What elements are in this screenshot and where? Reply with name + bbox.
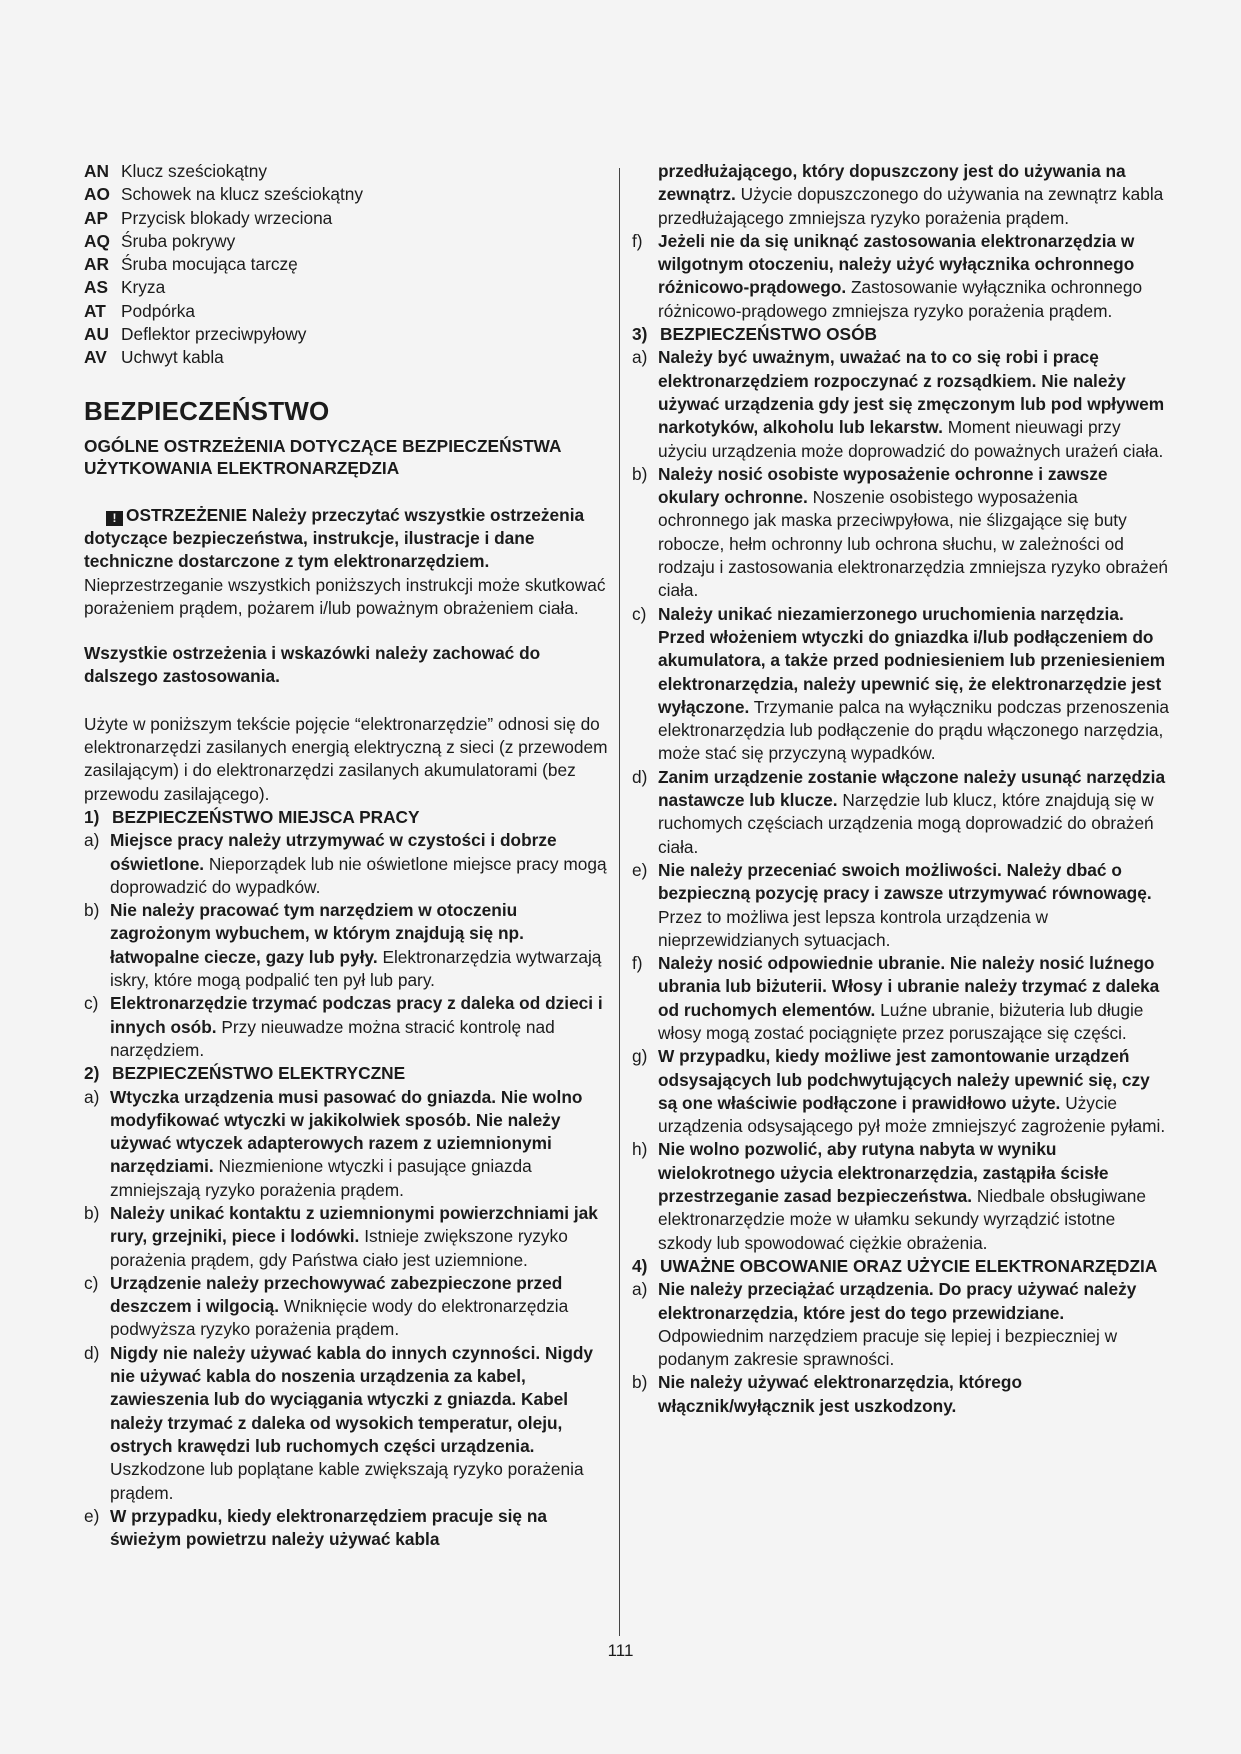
list-item: d) Zanim urządzenie zostanie włączone należy usunąć narzędzia nastawcze lub klucze. Narzędzie lub klucz, które znajdują się w ruchomych częściach urządzenia mogą doprowadzić do obrażeń ciała.	[632, 766, 1166, 857]
list-item: b) Należy unikać kontaktu z uziemnionymi powierzchniami jak rury, grzejniki, piece i lodówki. Istnieje zwiększone ryzyko porażenia prądem, gdy Państwa ciało jest uziemnione.	[84, 1202, 598, 1270]
list-item: f) Należy nosić odpowiednie ubranie. Nie należy nosić luźnego ubrania lub biżuterii. Włosy i ubranie należy trzymać z daleka od ruchomych elementów. Luźne ubranie, biżuteria lub długie włosy mogą zostać pociągnięte przez poruszające się części.	[632, 953, 1160, 1043]
section-title: 2) BEZPIECZEŃSTWO ELEKTRYCZNE	[84, 1063, 406, 1084]
keep-note: Wszystkie ostrzeżenia i wskazówki należy zachować do dalszego zastosowania.	[84, 643, 541, 687]
list-item: d) Nigdy nie należy używać kabla do innych czynności. Nigdy nie używać kabla do noszenia urządzenia za kabel, zawieszenia lub do wyciągania wtyczki z gniazda. Kabel należy trzymać z daleka od wysokich temperatur, oleju, ostrych krawędzi lub ruchomych części urządzenia. Uszkodzone lub poplątane kable zwiększają ryzyko porażenia prądem.	[84, 1342, 594, 1503]
list-item: a) Należy być uważnym, uważać na to co się robi i pracę elektronarzędziem rozpoczynać z rozsądkiem. Nie należy używać urządzenia gdy jest się zmęczonym lub pod wpływem narkotyków, alkoholu lub lekarstw. Moment nieuwagi przy użyciu urządzenia może doprowadzić do poważnych urażeń ciała.	[632, 347, 1165, 461]
part-entry	[84, 253, 612, 276]
part-label: Śruba mocująca tarczę	[121, 254, 298, 275]
part-code: AP	[84, 207, 109, 228]
list-item: c) Należy unikać niezamierzonego uruchomienia narzędzia. Przed włożeniem wtyczki do gniazdka i/lub podłączeniem do akumulatora, a także przed podniesieniem lub przeniesieniem elektronarzędzia, należy upewnić się, że elektronarzędzie jest wyłączone. Trzymanie palca na wyłączniku podczas przenoszenia elektronarzędzia lub podłączenie do prądu włączonego narzędzia, może stać się przyczyną wypadków.	[632, 603, 1170, 764]
part-label: Uchwyt kabla	[121, 347, 224, 368]
list-item: a) Nie należy przeciążać urządzenia. Do pracy używać należy elektronarzędzia, które jest do tego przewidziane. Odpowiednim narzędziem pracuje się lepiej i bezpieczniej w podanym zakresie sprawności.	[632, 1279, 1137, 1370]
part-entry	[84, 230, 612, 253]
part-entry	[84, 300, 612, 323]
part-code: AN	[84, 161, 109, 181]
list-item: b) Nie należy pracować tym narzędziem w otoczeniu zagrożonym wybuchem, w którym znajdują się np. łatwopalne ciecze, gazy lub pyły. Elektronarzędzia wytwarzają iskry, które mogą podpalić ten pył lub pary.	[84, 900, 602, 991]
list-item: e) W przypadku, kiedy elektronarzędziem pracuje się na świeżym powietrzu należy używać kabla	[84, 1505, 547, 1550]
part-entry	[84, 276, 612, 299]
left-column	[84, 160, 612, 1551]
part-code: AV	[84, 347, 107, 368]
part-code: AQ	[84, 230, 110, 251]
list-item: a) Miejsce pracy należy utrzymywać w czystości i dobrze oświetlone. Nieporządek lub nie oświetlone miejsce pracy mogą doprowadzić do wypadków.	[84, 830, 607, 897]
part-entry	[84, 160, 612, 183]
part-code: AS	[84, 277, 109, 298]
part-entry	[84, 183, 612, 206]
part-code: AU	[84, 324, 109, 345]
column-divider	[619, 168, 620, 1636]
part-code: AR	[84, 254, 109, 275]
part-entry	[84, 323, 612, 346]
list-item: b) Nie należy używać elektronarzędzia, którego włącznik/wyłącznik jest uszkodzony.	[632, 1372, 1022, 1416]
part-label: Deflektor przeciwpyłowy	[121, 324, 307, 345]
list-item: b) Należy nosić osobiste wyposażenie ochronne i zawsze okulary ochronne. Noszenie osobistego wyposażenia ochronnego jak maska przeciwpyłowa, nie ślizgające się buty robocze, hełm ochronny lub ochrona słuchu, w zależności od rodzaju i zastosowania elektronarzędzia zmniejsza ryzyko obrażeń ciała.	[632, 463, 1169, 601]
page-number: 111	[607, 1641, 634, 1660]
continued-item: przedłużającego, który dopuszczony jest do używania na zewnątrz. Użycie dopuszczonego do używania na zewnątrz kabla przedłużającego zmniejsza ryzyko porażenia prądem.	[658, 161, 1164, 228]
part-code: AT	[84, 300, 106, 321]
part-label: Kryza	[121, 277, 166, 298]
list-item: h) Nie wolno pozwolić, aby rutyna nabyta w wyniku wielokrotnego użycia elektronarzędzia, zastąpiła ścisłe przestrzeganie zasad bezpieczeństwa. Niedbale obsługiwane elektronarzędzie może w ułamku sekundy wyrządzić istotne szkody lub spowodować ciężkie obrażenia.	[632, 1139, 1146, 1253]
part-code: AO	[84, 184, 110, 205]
list-item: a) Wtyczka urządzenia musi pasować do gniazda. Nie wolno modyfikować wtyczki w jakikolwiek sposób. Nie należy używać wtyczek adapterowych razem z uziemnionymi narzędziami. Niezmienione wtyczki i pasujące gniazda zmniejszają ryzyko porażenia prądem.	[84, 1086, 583, 1200]
intro-paragraph: Użyte w poniższym tekście pojęcie “elektronarzędzie” odnosi się do elektronarzędzi zasilanych energią elektryczną z sieci (z przewodem zasilającym) i do elektronarzędzi zasilanych akumulatorami (bez przewodu zasilającego).	[84, 713, 608, 804]
warning-paragraph	[84, 504, 612, 620]
part-label: Schowek na klucz sześciokątny	[121, 184, 364, 205]
section-heading: BEZPIECZEŃSTWO	[84, 395, 330, 426]
section-title: 3) BEZPIECZEŃSTWO OSÓB	[632, 324, 877, 345]
warning-bold-text: Należy przeczytać wszystkie ostrzeżenia dotyczące bezpieczeństwa, instrukcje, ilustracje i dane techniczne dostarczone z tym elektronarzędziem.	[84, 504, 585, 572]
section-subheading: OGÓLNE OSTRZEŻENIA DOTYCZĄCE BEZPIECZEŃSTWA UŻYTKOWANIA ELEKTRONARZĘDZIA	[84, 435, 561, 479]
warning-triangle-icon: !	[106, 511, 123, 526]
part-label: Podpórka	[121, 300, 195, 321]
section-title: 4) UWAŻNE OBCOWANIE ORAZ UŻYCIE ELEKTRONARZĘDZIA	[632, 1255, 1158, 1276]
list-item: f) Jeżeli nie da się uniknąć zastosowania elektronarzędzia w wilgotnym otoczeniu, należy użyć wyłącznika ochronnego różnicowo-prądowego. Zastosowanie wyłącznika ochronnego różnicowo-prądowego zmniejsza ryzyko porażenia prądem.	[632, 230, 1143, 321]
list-item: c) Urządzenie należy przechowywać zabezpieczone przed deszczem i wilgocią. Wniknięcie wody do elektronarzędzia podwyższa ryzyko porażenia prądem.	[84, 1272, 569, 1340]
warning-text: Nieprzestrzeganie wszystkich poniższych instrukcji może skutkować porażeniem prądem, pożarem i/lub poważnym obrażeniem ciała.	[84, 574, 606, 618]
list-item: c) Elektronarzędzie trzymać podczas pracy z daleka od dzieci i innych osób. Przy nieuwadze można stracić kontrolę nad narzędziem.	[84, 993, 603, 1060]
part-label: Klucz sześciokątny	[121, 161, 267, 181]
part-label: Śruba pokrywy	[121, 230, 236, 251]
parts-list	[84, 160, 612, 370]
warning-label: OSTRZEŻENIE	[126, 504, 247, 525]
right-column	[632, 160, 1172, 1418]
section-title: 1) BEZPIECZEŃSTWO MIEJSCA PRACY	[84, 806, 420, 827]
list-item: g) W przypadku, kiedy możliwe jest zamontowanie urządzeń odsysających lub podchwytujących należy upewnić się, czy są one właściwie podłączone i prawidłowo użyte. Użycie urządzenia odsysającego pył może zmniejszyć zagrożenie pyłami.	[632, 1046, 1166, 1137]
list-item: e) Nie należy przeceniać swoich możliwości. Należy dbać o bezpieczną pozycję pracy i zawsze utrzymywać równowagę. Przez to możliwa jest lepsza kontrola urządzenia w nieprzewidzianych sytuacjach.	[632, 859, 1152, 950]
part-label: Przycisk blokady wrzeciona	[121, 207, 333, 228]
part-entry	[84, 207, 612, 230]
part-entry	[84, 346, 612, 369]
